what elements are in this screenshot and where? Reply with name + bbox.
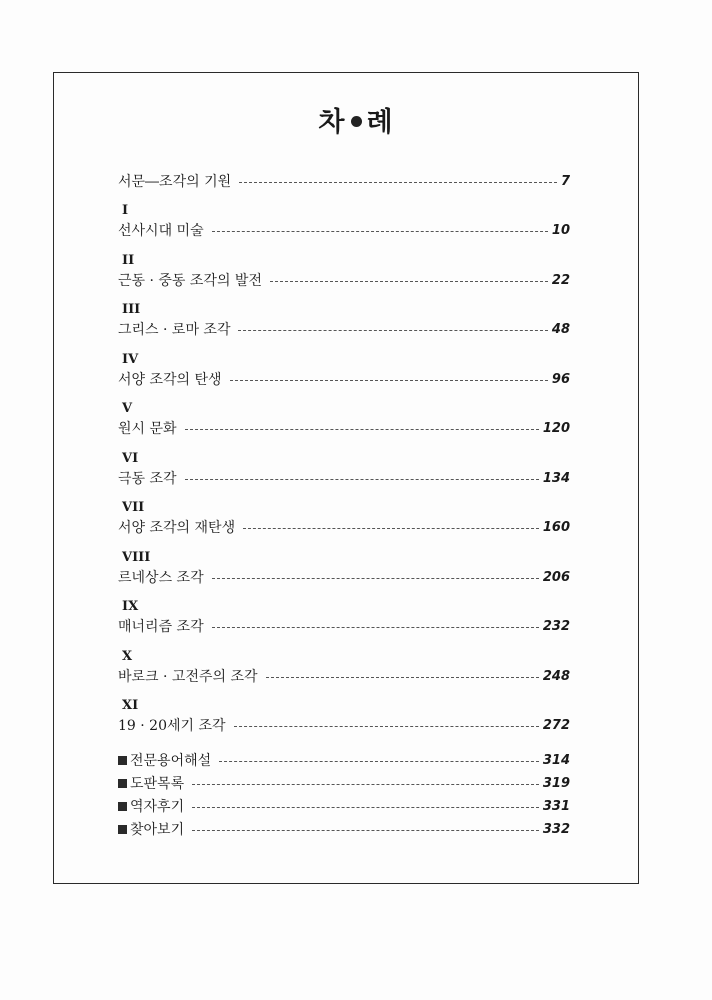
toc-line (118, 468, 570, 488)
leader-dots (270, 281, 548, 282)
leader-dots (212, 578, 539, 579)
chapter-numeral: XI (122, 698, 139, 713)
toc-page-number: 272 (542, 717, 570, 733)
toc-line (118, 666, 570, 686)
toc-label: 극동 조각 (118, 471, 177, 487)
chapter-numeral: VII (122, 500, 145, 515)
leader-dots (185, 479, 539, 480)
toc-line (118, 369, 570, 389)
page-title (0, 100, 712, 139)
toc-line (118, 567, 570, 587)
toc-line (118, 171, 570, 191)
leader-dots (192, 807, 539, 808)
leader-dots (239, 182, 557, 183)
toc-line (118, 220, 570, 240)
toc-line (118, 270, 570, 290)
chapter-numeral: VIII (122, 550, 151, 565)
toc-page-number: 134 (542, 470, 570, 486)
toc-line (118, 616, 570, 636)
title-left: 차 (318, 107, 346, 138)
toc-line (118, 517, 570, 537)
toc-page-number: 331 (542, 798, 570, 814)
leader-dots (185, 429, 539, 430)
toc-page-number: 206 (542, 569, 570, 585)
toc-line (118, 750, 570, 770)
chapter-numeral: IX (122, 599, 139, 614)
toc-label: 찾아보기 (118, 819, 192, 839)
toc-label: 서양 조각의 탄생 (118, 372, 222, 388)
chapter-numeral: V (122, 401, 133, 416)
leader-dots (234, 726, 539, 727)
toc-page-number: 7 (560, 173, 570, 189)
leader-dots (212, 627, 539, 628)
toc-label: 도판목록 (118, 773, 192, 793)
toc-label: 역자후기 (118, 796, 192, 816)
leader-dots (192, 784, 539, 785)
leader-dots (192, 830, 539, 831)
leader-dots (230, 380, 548, 381)
toc-line (118, 715, 570, 735)
toc-page-number: 332 (542, 821, 570, 837)
chapter-numeral: II (122, 253, 135, 268)
toc-label: 르네상스 조각 (118, 570, 204, 586)
toc-page-number: 10 (551, 222, 570, 238)
leader-dots (238, 330, 547, 331)
toc-page-number: 120 (542, 420, 570, 436)
leader-dots (266, 677, 539, 678)
toc-page-number: 248 (542, 668, 570, 684)
leader-dots (243, 528, 539, 529)
toc-page-number: 22 (551, 272, 570, 288)
toc-label: 서양 조각의 재탄생 (118, 520, 236, 536)
toc-line (118, 418, 570, 438)
toc-page-number: 96 (551, 371, 570, 387)
chapter-numeral: IV (122, 352, 139, 367)
toc-page-number: 319 (542, 775, 570, 791)
toc-label: 19 · 20세기 조각 (118, 718, 226, 734)
toc-page-number: 48 (551, 321, 570, 337)
toc-page-number: 314 (542, 752, 570, 768)
toc-label: 전문용어해설 (118, 750, 219, 770)
toc-label: 매너리즘 조각 (118, 619, 204, 635)
title-bullet-icon (351, 116, 362, 127)
leader-dots (219, 761, 539, 762)
toc-line (118, 319, 570, 339)
toc-line (118, 796, 570, 816)
toc-label: 선사시대 미술 (118, 223, 204, 239)
toc-page-number: 232 (542, 618, 570, 634)
toc-label: 바로크 · 고전주의 조각 (118, 669, 258, 685)
toc-label: 원시 문화 (118, 421, 177, 437)
toc-line (118, 773, 570, 793)
leader-dots (212, 231, 548, 232)
chapter-numeral: III (122, 302, 141, 317)
toc-label: 서문―조각의 기원 (118, 174, 232, 190)
toc-line (118, 819, 570, 839)
toc-label: 그리스 · 로마 조각 (118, 322, 231, 338)
toc-page-number: 160 (542, 519, 570, 535)
chapter-numeral: VI (122, 451, 139, 466)
title-right: 례 (366, 107, 394, 138)
toc-label: 근동 · 중동 조각의 발전 (118, 273, 262, 289)
chapter-numeral: X (122, 649, 133, 664)
chapter-numeral: I (122, 203, 129, 218)
